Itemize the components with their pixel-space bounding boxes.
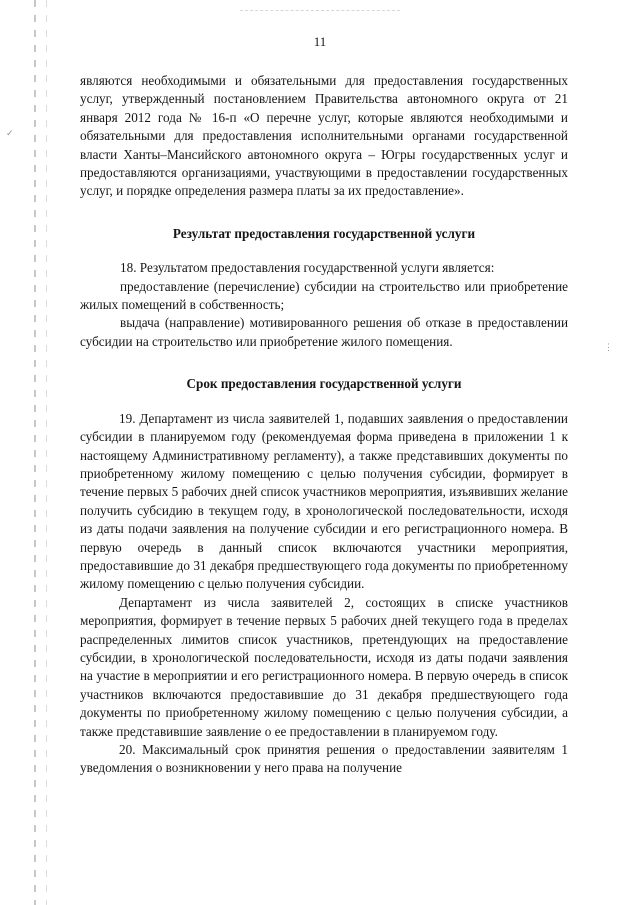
paragraph-19-second: Департамент из числа заявителей 2, состоящих в списке участников мероприятия, формирует в течение первых 5 рабочих дней текущего года в пределах распределенных лимитов список участников, претендующих на предоставление субсидии, в хронологической последовательности, исходя из даты подачи заявления на участие в мероприятии и его регистрационного номера. В первую очередь в список участников включаются предоставившие до 31 декабря предшествующего года документы по приобретенному жилому помещению с целью получения субсидии, а также представившие заявление о ее предоставлении в планируемом году. <box>80 594 568 739</box>
paragraph-18: 18. Результатом предоставления государственной услуги является: <box>120 260 495 276</box>
scan-speck: ✓ <box>6 128 14 138</box>
paragraph-18-item-1: предоставление (перечисление) субсидии на строительство или приобретение жилых помещений в собственность; <box>80 278 568 313</box>
paragraph-19: 19. Департамент из числа заявителей 1, подавших заявления о предоставлении субсидии в планируемом году (рекомендуемая форма приведена в приложении 1 к настоящему Административному регламенту), а также представивших документы по приобретенному жилому помещению с целью получения субсидии, формирует в течение первых 5 рабочих дней список участников мероприятия, изъявивших желание получить субсидию в текущем году, в хронологической последовательности, исходя из даты подачи заявления на получение субсидии и его регистрационного номера. В первую очередь в данный список включаются участники мероприятия, предоставившие до 31 декабря предшествующего года документы по приобретенному жилому помещению с целью получения субсидии. <box>80 410 568 592</box>
scan-speck: ⋮ <box>604 342 613 352</box>
document-body <box>80 72 568 778</box>
scan-edge-left-inner <box>46 0 47 905</box>
scan-edge-left <box>34 0 36 905</box>
paragraph-18-item-2: выдача (направление) мотивированного решения об отказе в предоставлении субсидии на строительство или приобретение жилого помещения. <box>80 315 568 349</box>
page-number: 11 <box>313 34 327 49</box>
scan-top-marks <box>240 2 400 11</box>
section-heading-result: Результат предоставления государственной услуги <box>172 225 476 241</box>
intro-paragraph: являются необходимыми и обязательными для предоставления государственных услуг, утвержденный постановлением Правительства автономного округа от 21 января 2012 года № 16-п «О перечне услуг, которые являются необходимыми и обязательными для предоставления исполнительными органами государственной власти Ханты–Мансийского автономного округа – Югры государственных услуг и предоставляются организациями, участвующими в предоставлении государственных услуг, и порядке определения размера платы за их предоставление». <box>80 73 568 199</box>
section-heading-term: Срок предоставления государственной услуги <box>186 376 462 392</box>
paragraph-20: 20. Максимальный срок принятия решения о предоставлении заявителям 1 уведомления о возникновении у него права на получение <box>80 742 568 776</box>
